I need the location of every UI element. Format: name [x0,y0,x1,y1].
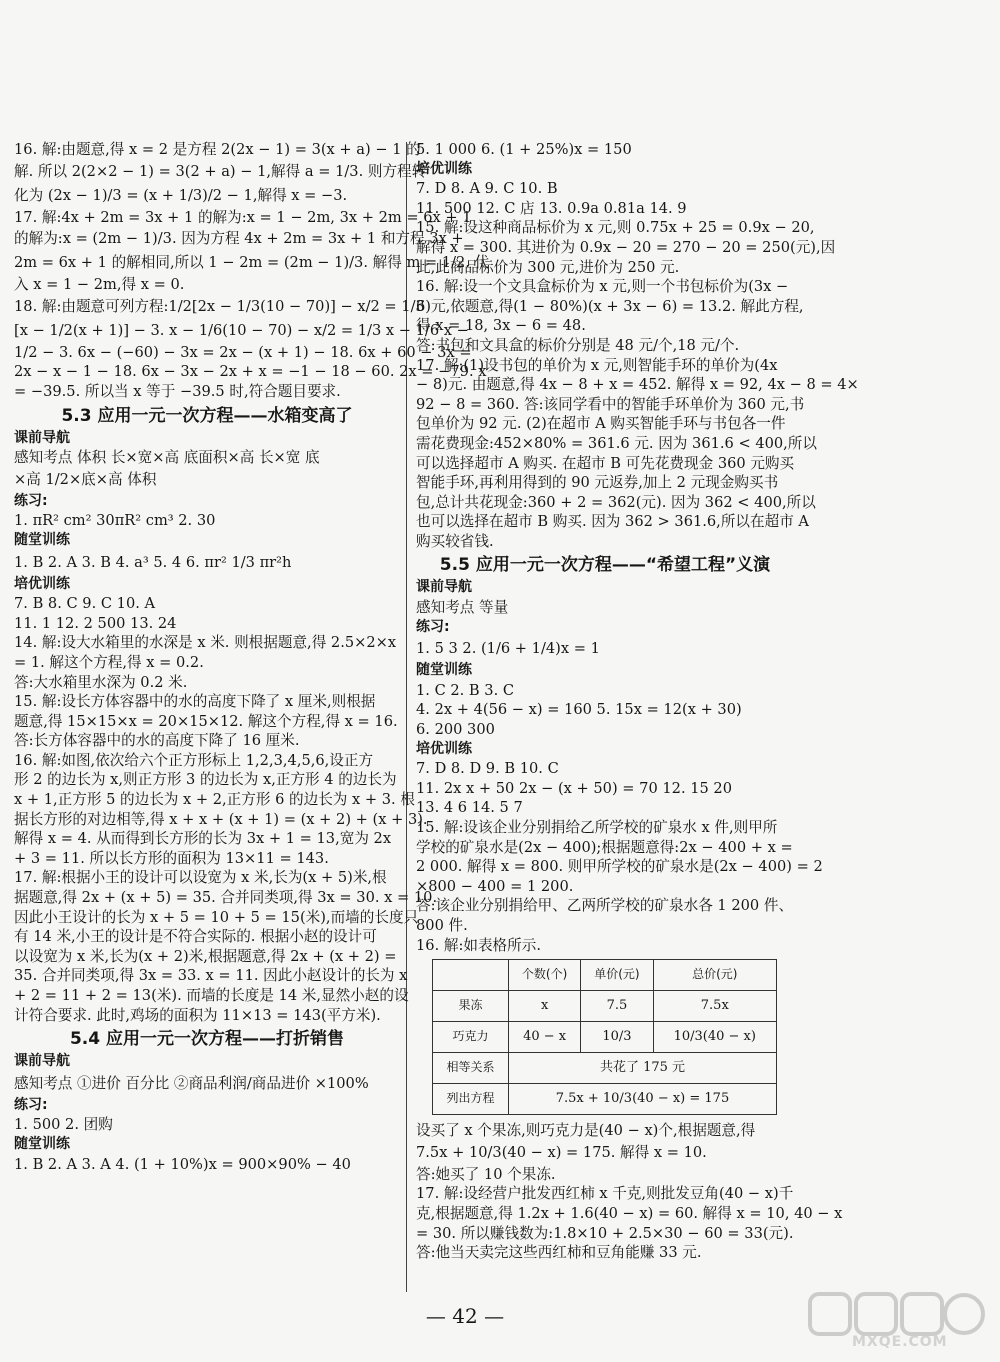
text-line: 包单价为 92 元. (2)在超市 A 购买智能手环与书包各一件 [416,415,786,433]
section-title-5-5: 5.5 应用一元一次方程——“希望工程”义演 [439,555,771,576]
text-line: 13. 4 6 14. 5 7 [416,799,523,817]
table-row [433,1084,777,1115]
text-line: 入 x = 1 − 2m,得 x = 0. [14,276,185,294]
text-line: x + 1,正方形 5 的边长为 x + 2,正方形 6 的边长为 x + 3. 根 [14,791,415,809]
text-line: 1. B 2. A 3. A 4. (1 + 10%)x = 900×90% − 40 [14,1155,351,1173]
table-cell: 果冻 [433,991,509,1022]
text-line: 16. 解:如表格所示. [416,936,541,954]
table-cell: 7.5x + 10/3(40 − x) = 175 [508,1084,776,1115]
text-line: 计符合要求. 此时,鸡场的面积为 11×13 = 143(平方米). [14,1006,381,1024]
text-line: = 30. 所以赚钱数为:1.8×10 + 2.5×30 − 60 = 33(元). [416,1224,794,1242]
text-line: 解得 x = 4. 从而得到长方形的长为 3x + 1 = 13,宽为 2x [14,830,392,848]
table-cell: x [508,991,580,1022]
text-line: 以设宽为 x 米,长为(x + 2)米,根据题意,得 2x + (x + 2) = [14,947,397,965]
table-cell [433,960,509,991]
text-line: 18. 解:由题意可列方程:1/2[2x − 1/3(10 − 70)] − x/2 = 1/3 [14,297,425,315]
text-line: 2 000. 解得 x = 800. 则甲所学校的矿泉水是(2x − 400) = 2 [416,858,823,876]
text-line: 设买了 x 个果冻,则巧克力是(40 − x)个,根据题意,得 [416,1122,756,1140]
text-line: 包,总计共花现金:360 + 2 = 362(元). 因为 362 < 400,所以 [416,493,816,511]
table-cell: 相等关系 [433,1053,509,1084]
text-line: [x − 1/2(x + 1)] − 3. x − 1/6(10 − 70) − x/2 = 1/3 x − 1/6 x − [14,321,469,339]
text-line: 答:她买了 10 个果冻. [416,1165,556,1183]
text-line: 题意,得 15×15×x = 20×15×12. 解这个方程,得 x = 16. [14,712,398,730]
table-header-cell: 单价(元) [581,960,653,991]
table-cell: 7.5 [581,991,653,1022]
text-line: 得 x = 18, 3x − 6 = 48. [416,317,586,335]
text-line: 1. 500 2. 团购 [14,1116,113,1134]
subhead-suitang: 随堂训练 [14,1135,70,1152]
subhead-peiyou: 培优训练 [416,740,472,757]
right-column [416,140,859,1263]
text-line: 解. 所以 2(2×2 − 1) = 3(2 + a) − 1,解得 a = 1/3. 则方程转 [14,162,427,180]
table-cell: 10/3(40 − x) [653,1022,776,1053]
subhead-ketang: 课前导航 [416,579,472,596]
subhead-suitang: 随堂训练 [14,531,70,548]
text-line: + 3 = 11. 所以长方形的面积为 13×11 = 143. [14,849,329,867]
table-row [433,991,777,1022]
text-line: 此,此商品标价为 300 元,进价为 250 元. [416,258,680,276]
text-line: 化为 (2x − 1)/3 = (x + 1/3)/2 − 1,解得 x = −3. [14,186,348,204]
text-line: 答:长方体容器中的水的高度下降了 16 厘米. [14,732,300,750]
text-line: 17. 解:根据小王的设计可以设宽为 x 米,长为(x + 5)米,根 [14,869,387,887]
table-cell: 共花了 175 元 [508,1053,776,1084]
text-line: 17. 解:(1)设书包的单价为 x 元,则智能手环的单价为(4x [416,356,778,374]
text-line: 感知考点 等量 [416,599,509,617]
text-line: 7. D 8. A 9. C 10. B [416,180,558,198]
text-line: 可以选择超市 A 购买. 在超市 B 可先花费现金 360 元购买 [416,454,795,472]
text-line: 解得 x = 300. 其进价为 0.9x − 20 = 270 − 20 = 250(元),因 [416,238,836,256]
text-line: 17. 解:4x + 2m = 3x + 1 的解为:x = 1 − 2m, 3x + 2m = 6x + 1 [14,208,472,226]
text-line: 6)元,依题意,得(1 − 80%)(x + 3x − 6) = 13.2. 解此方程, [416,297,804,315]
text-line: 16. 解:如图,依次给六个正方形标上 1,2,3,4,5,6,设正方 [14,751,374,769]
subhead-suitang: 随堂训练 [416,662,472,679]
text-line: + 2 = 11 + 2 = 13(米). 而墙的长度是 14 米,显然小赵的设 [14,987,409,1004]
text-line: 需花费现金:452×80% = 361.6 元. 因为 361.6 < 400,所以 [416,434,817,452]
text-line: 15. 解:设该企业分别捐给乙所学校的矿泉水 x 件,则甲所 [416,819,778,836]
subhead-lianxi: 练习: [416,618,450,635]
text-line: 6. 200 300 [416,721,495,739]
text-line: ×高 1/2×底×高 体积 [14,470,157,488]
table-cell: 10/3 [581,1022,653,1053]
text-line: 14. 解:设大水箱里的水深是 x 米. 则根据题意,得 2.5×2×x [14,634,397,652]
text-line: 5. 1 000 6. (1 + 25%)x = 150 [416,141,632,158]
text-line: 1. C 2. B 3. C [416,681,515,699]
text-line: = 1. 解这个方程,得 x = 0.2. [14,653,204,671]
page-number: — 42 — [425,1304,505,1328]
text-line: 答:他当天卖完这些西红柿和豆角能赚 33 元. [416,1244,702,1262]
text-line: 11. 500 12. C 店 13. 0.9a 0.81a 14. 9 [416,199,687,217]
text-line: 答:书包和文具盒的标价分别是 48 元/个,18 元/个. [416,336,740,354]
text-line: 形 2 的边长为 x,则正方形 3 的边长为 x,正方形 4 的边长为 [14,771,397,789]
watermark-logo [808,1290,988,1354]
text-line: 智能手环,再利用得到的 90 元返券,加上 2 元现金购买书 [416,474,779,492]
table-cell: 列出方程 [433,1084,509,1115]
subhead-lianxi: 练习: [14,492,48,509]
text-line: 15. 解:设长方体容器中的水的高度下降了 x 厘米,则根据 [14,693,376,711]
text-line: 答:大水箱里水深为 0.2 米. [14,673,188,691]
table-cell: 7.5x [653,991,776,1022]
text-line: 2x − x − 1 − 18. 6x − 3x − 2x + x = −1 − 18 − 60. 2x = −79. x [14,363,487,381]
table-header-cell: 总价(元) [653,960,776,991]
text-line: 35. 合并同类项,得 3x = 33. x = 11. 因此小赵设计的长为 x [14,967,408,985]
text-line: 7.5x + 10/3(40 − x) = 175. 解得 x = 10. [416,1143,707,1161]
text-line: 800 件. [416,916,468,934]
text-line: ×800 − 400 = 1 200. [416,877,574,895]
text-line: 16. 解:由题意,得 x = 2 是方程 2(2x − 1) = 3(x + a) − 1 的 [14,141,421,158]
text-line: 的解为:x = (2m − 1)/3. 因为方程 4x + 2m = 3x + 1 和方程 3x + [14,230,464,248]
text-line: 11. 2x x + 50 2x − (x + 50) = 70 12. 15 20 [416,779,733,797]
text-line: 1. B 2. A 3. B 4. a³ 5. 4 6. πr² 1/3 πr²h [14,553,292,571]
section-title-5-3: 5.3 应用一元一次方程——水箱变高了 [61,405,353,426]
text-line: 1/2 − 3. 6x − (−60) − 3x = 2x − (x + 1) − 18. 6x + 60 − 3x = [14,343,472,361]
text-line: 克,根据题意,得 1.2x + 1.6(40 − x) = 60. 解得 x = 10, 40 − x [416,1204,843,1222]
text-line: 学校的矿泉水是(2x − 400);根据题意得:2x − 400 + x = [416,838,793,856]
table-cell: 40 − x [508,1022,580,1053]
section-title-5-4: 5.4 应用一元一次方程——打折销售 [69,1029,345,1050]
subhead-peiyou: 培优训练 [14,575,70,592]
text-line: 据题意,得 2x + (x + 5) = 35. 合并同类项,得 3x = 30. x = 10. [14,889,438,907]
text-line: 11. 1 12. 2 500 13. 24 [14,614,177,632]
text-line: 17. 解:设经营户批发西红柿 x 千克,则批发豆角(40 − x)千 [416,1185,794,1203]
table-cell: 巧克力 [433,1022,509,1053]
text-line: 92 − 8 = 360. 答:该同学看中的智能手环单价为 360 元,书 [416,395,805,413]
text-line: 15. 解:设这种商品标价为 x 元,则 0.75x + 25 = 0.9x − 20, [416,219,815,237]
subhead-ketang: 课前导航 [14,1053,70,1070]
text-line: − 8)元. 由题意,得 4x − 8 + x = 452. 解得 x = 92, 4x − 8 = 4× [416,376,859,394]
subhead-peiyou: 培优训练 [416,160,472,177]
subhead-lianxi: 练习: [14,1096,48,1113]
text-line: 16. 解:设一个文具盒标价为 x 元,则一个书包标价为(3x − [416,278,789,296]
text-line: 也可以选择在超市 B 购买. 因为 362 > 361.6,所以在超市 A [416,513,809,531]
text-line: 据长方形的对边相等,得 x + x + (x + 1) = (x + 2) + (x + 3). [14,810,428,828]
table-row [433,1022,777,1053]
text-line: = −39.5. 所以当 x 等于 −39.5 时,符合题目要求. [14,382,341,400]
table-row [433,960,777,991]
subhead-ketang: 课前导航 [14,429,70,446]
text-line: 7. B 8. C 9. C 10. A [14,595,156,613]
text-line: 购买较省钱. [416,532,494,550]
text-line: 2m = 6x + 1 的解相同,所以 1 − 2m = (2m − 1)/3. 解得 m = 1/2. 代 [14,254,490,272]
table-header-cell: 个数(个) [508,960,580,991]
text-line: 感知考点 ①进价 百分比 ②商品利润/商品进价 ×100% [14,1074,369,1092]
text-line: 答:该企业分别捐给甲、乙两所学校的矿泉水各 1 200 件、 [416,897,794,915]
text-line: 4. 2x + 4(56 − x) = 160 5. 15x = 12(x + 30) [416,701,742,719]
text-line: 7. D 8. D 9. B 10. C [416,760,559,778]
text-line: 1. πR² cm² 30πR² cm³ 2. 30 [14,512,216,530]
text-line: 感知考点 体积 长×宽×高 底面积×高 长×宽 底 [14,449,320,467]
text-line: 有 14 米,小王的设计是不符合实际的. 根据小赵的设计可 [14,928,377,946]
text-line: 因此小王设计的长为 x + 5 = 10 + 5 = 15(米),而墙的长度只 [14,908,419,926]
text-line: 1. 5 3 2. (1/6 + 1/4)x = 1 [416,640,600,658]
watermark-text: MXQE.COM [852,1334,948,1350]
table-row [433,1053,777,1084]
answer-table [432,959,777,1115]
